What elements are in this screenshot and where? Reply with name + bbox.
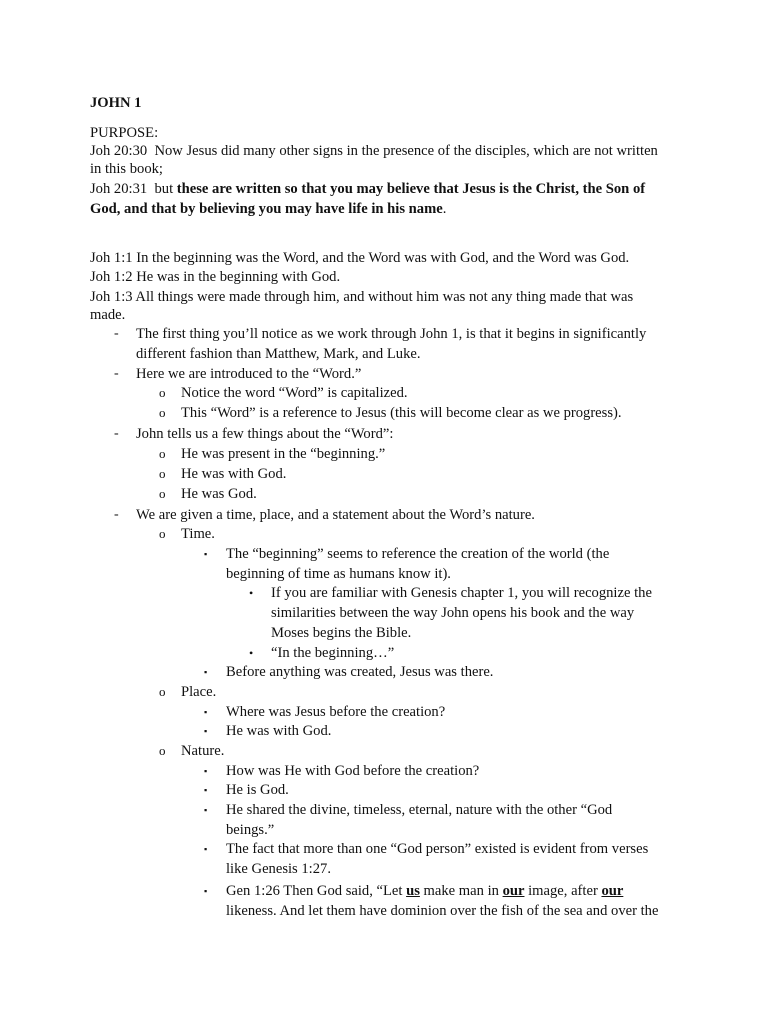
verse-joh-20-31: Joh 20:31 but these are written so that you may believe that Jesus is the Christ, the Son of [90, 181, 646, 197]
note-shared-nature: He shared the divine, timeless, eternal, nature with the other “God [226, 802, 613, 818]
verse-joh-1-3: Joh 1:3 All things were made through him, and without him was not any thing made that was [90, 289, 634, 305]
verse-joh-20-30-cont: in this book; [90, 161, 163, 177]
note-capitalized: Notice the word “Word” is capitalized. [181, 385, 408, 401]
note-reference-jesus: This “Word” is a reference to Jesus (this will become clear as we progress). [181, 405, 622, 421]
note-present-beginning: He was present in the “beginning.” [181, 446, 386, 462]
verse-joh-1-1: Joh 1:1 In the beginning was the Word, and the Word was with God, and the Word was God. [90, 250, 630, 266]
square-bullet: ▪ [204, 785, 208, 795]
circle-bullet: o [159, 743, 166, 758]
note-genesis-familiar-cont2: Moses begins the Bible. [271, 625, 412, 641]
note-genesis-familiar: If you are familiar with Genesis chapter 1, you will recognize the [271, 585, 652, 601]
purpose-label: PURPOSE: [90, 125, 159, 141]
dot-bullet: • [249, 586, 254, 600]
note-where-was-jesus: Where was Jesus before the creation? [226, 704, 446, 720]
verse-gen-1-26-cont: likeness. And let them have dominion over the fish of the sea and over the [226, 903, 659, 919]
circle-bullet: o [159, 526, 166, 541]
note-time-place-nature: We are given a time, place, and a statement about the Word’s nature. [136, 507, 535, 523]
note-john-tells-us: John tells us a few things about the “Word”: [136, 426, 394, 442]
square-bullet: ▪ [204, 805, 208, 815]
note-shared-nature-cont: beings.” [226, 822, 275, 838]
dash-bullet: - [114, 507, 119, 522]
page-title: JOHN 1 [90, 95, 142, 111]
verse-joh-20-30: Joh 20:30 Now Jesus did many other signs in the presence of the disciples, which are not written [90, 143, 658, 159]
note-how-with-god: How was He with God before the creation? [226, 763, 480, 779]
circle-bullet: o [159, 446, 166, 461]
note-place-with-god: He was with God. [226, 723, 332, 739]
note-more-than-one-cont: like Genesis 1:27. [226, 861, 331, 877]
circle-bullet: o [159, 486, 166, 501]
note-genesis-familiar-cont1: similarities between the way John opens his book and the way [271, 605, 635, 621]
note-jesus-was-there: Before anything was created, Jesus was there. [226, 664, 494, 680]
square-bullet: ▪ [204, 549, 208, 559]
note-with-god: He was with God. [181, 466, 287, 482]
note-in-the-beginning: “In the beginning…” [271, 645, 395, 661]
square-bullet: ▪ [204, 707, 208, 717]
note-first-thing: The first thing you’ll notice as we work through John 1, is that it begins in significantly [136, 326, 647, 342]
note-introduced-word: Here we are introduced to the “Word.” [136, 366, 362, 382]
circle-bullet: o [159, 405, 166, 420]
verse-joh-1-2: Joh 1:2 He was in the beginning with God. [90, 269, 341, 285]
heading-time: Time. [181, 526, 215, 542]
note-more-than-one: The fact that more than one “God person” existed is evident from verses [226, 841, 649, 857]
note-he-is-god: He is God. [226, 782, 289, 798]
dash-bullet: - [114, 366, 119, 381]
square-bullet: ▪ [204, 726, 208, 736]
verse-joh-1-3-cont: made. [90, 307, 126, 323]
dot-bullet: • [249, 646, 254, 660]
dash-bullet: - [114, 326, 119, 341]
circle-bullet: o [159, 466, 166, 481]
circle-bullet: o [159, 684, 166, 699]
note-was-god: He was God. [181, 486, 257, 502]
verse-joh-20-31-cont: God, and that by believing you may have life in his name. [90, 201, 447, 217]
note-beginning-creation: The “beginning” seems to reference the creation of the world (the [226, 546, 610, 562]
note-beginning-creation-cont: beginning of time as humans know it). [226, 566, 451, 582]
note-first-thing-cont: different fashion than Matthew, Mark, and Luke. [136, 346, 421, 362]
square-bullet: ▪ [204, 844, 208, 854]
square-bullet: ▪ [204, 766, 208, 776]
heading-place: Place. [181, 684, 217, 700]
dash-bullet: - [114, 426, 119, 441]
circle-bullet: o [159, 385, 166, 400]
square-bullet: ▪ [204, 886, 208, 896]
heading-nature: Nature. [181, 743, 225, 759]
square-bullet: ▪ [204, 667, 208, 677]
verse-gen-1-26: Gen 1:26 Then God said, “Let us make man in our image, after our [226, 883, 624, 899]
